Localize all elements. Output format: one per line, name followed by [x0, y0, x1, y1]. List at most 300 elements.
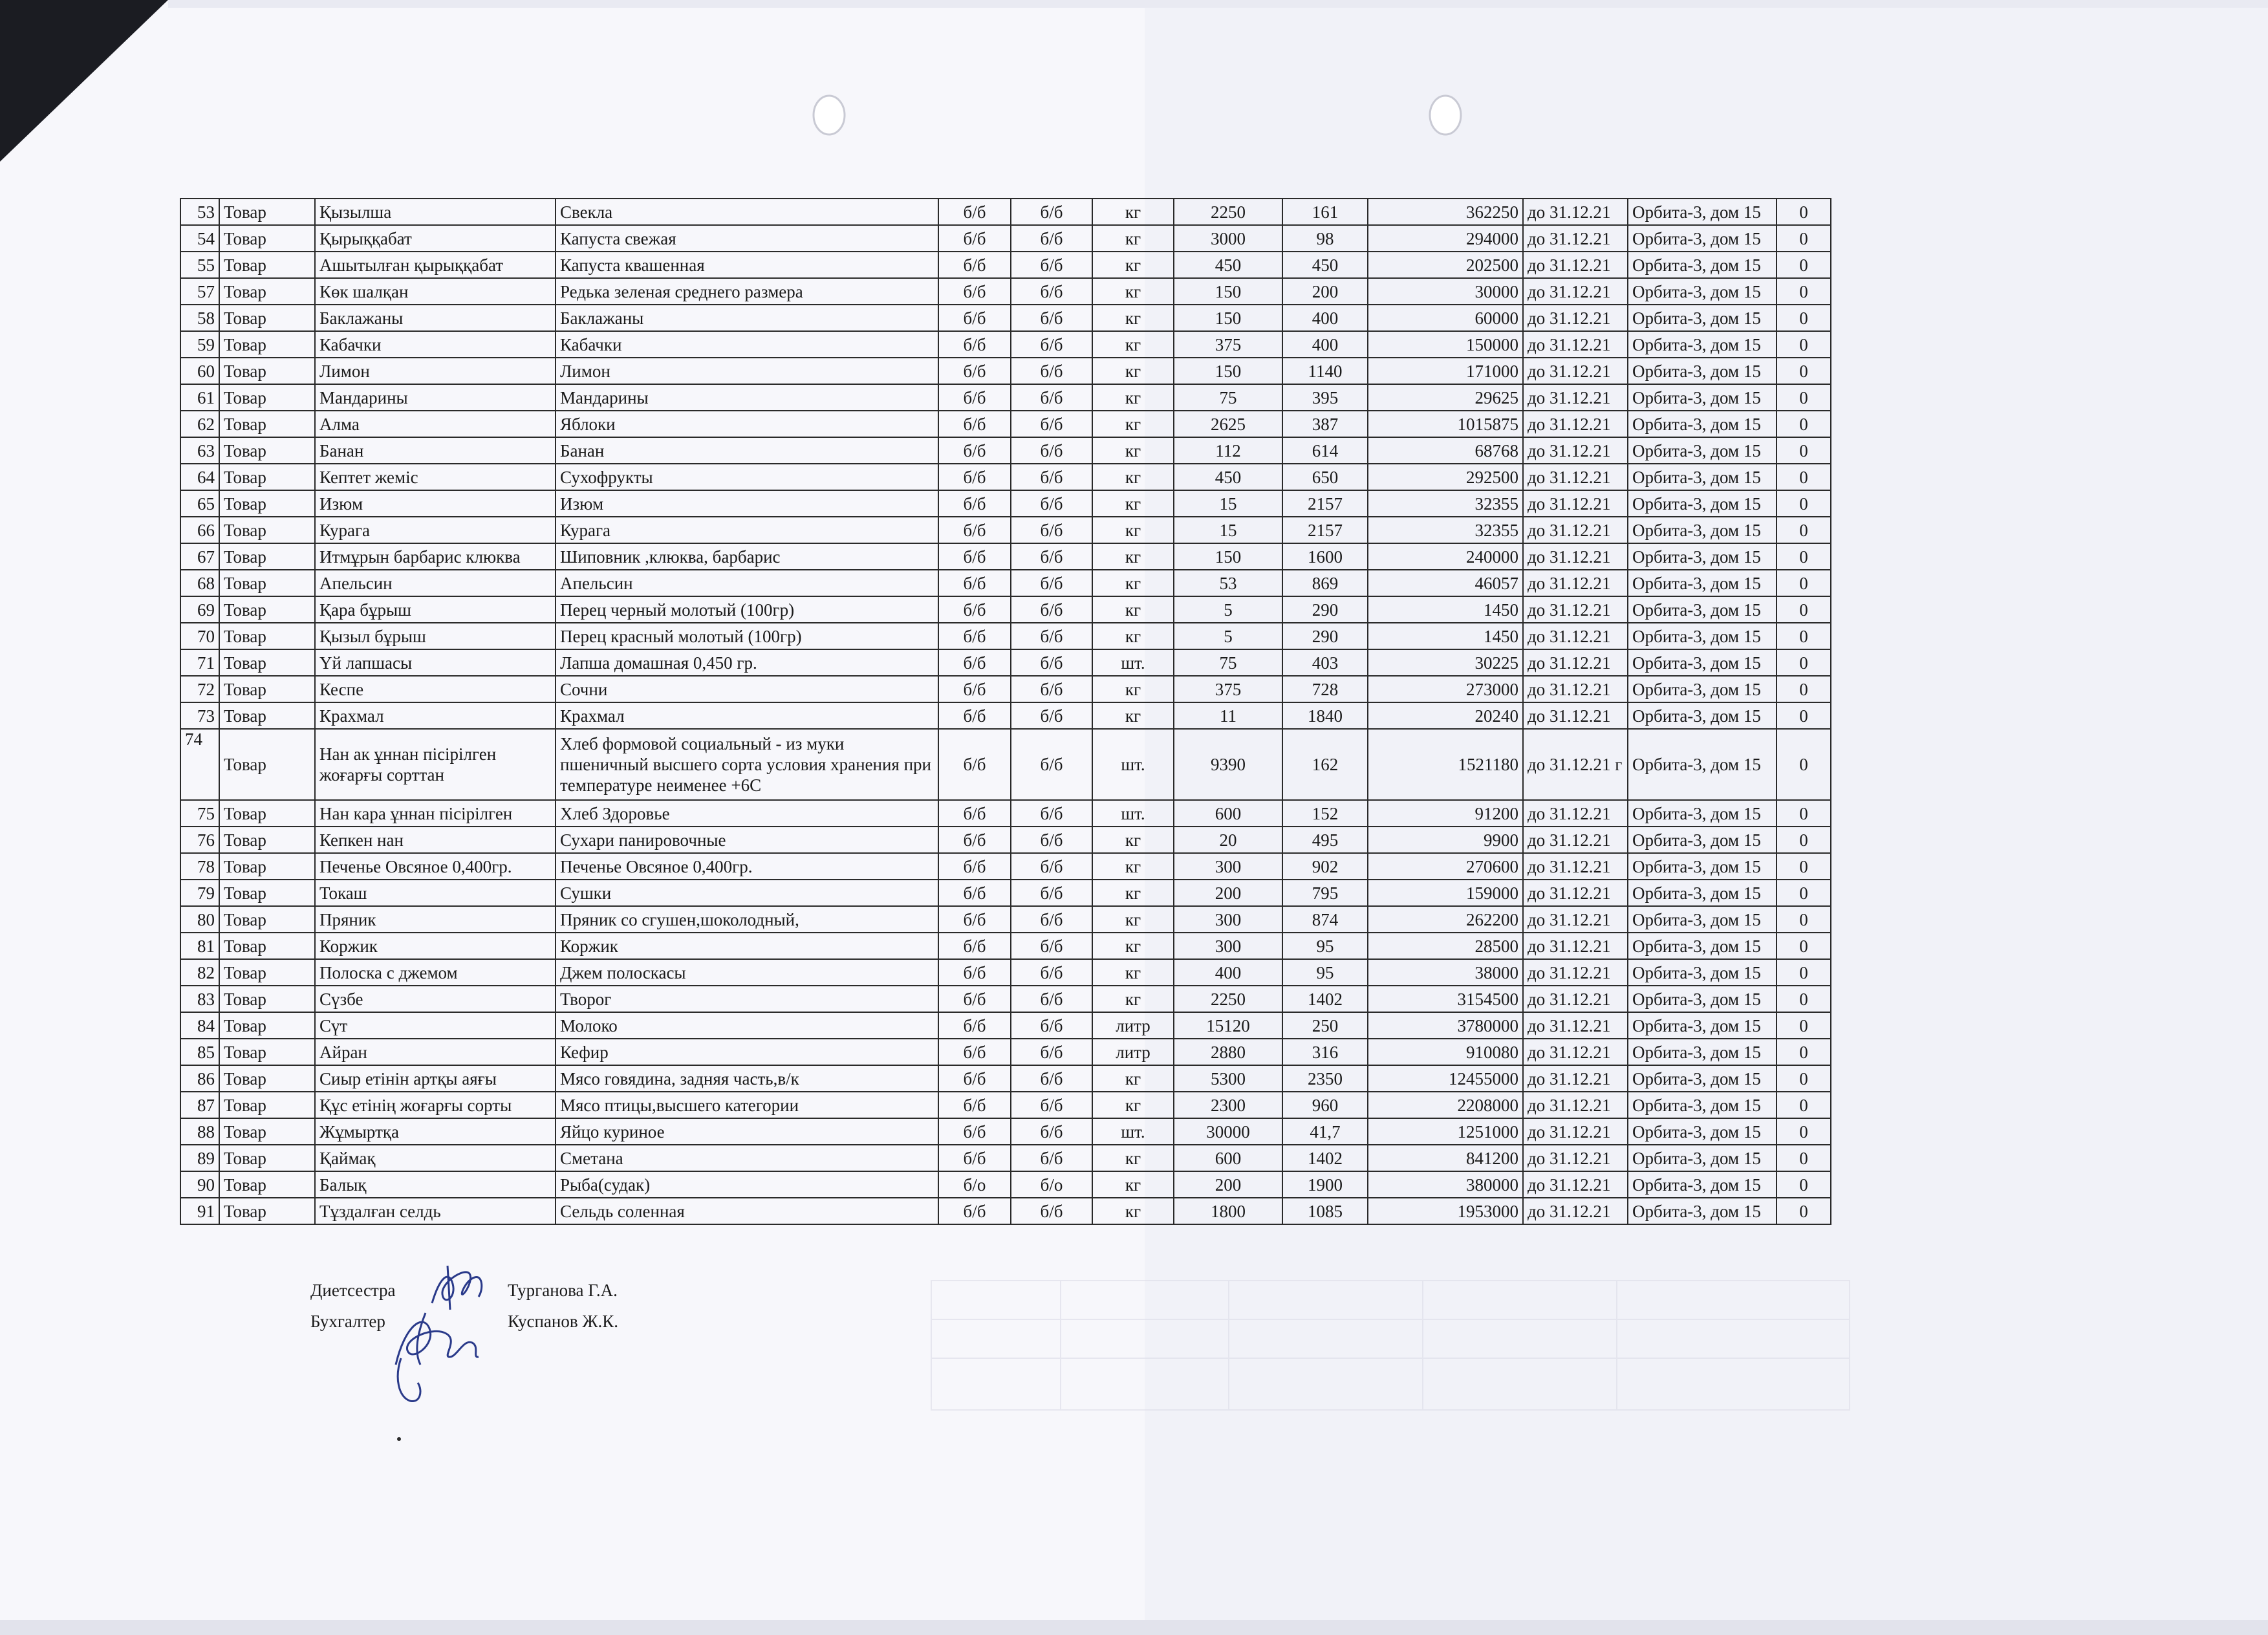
last-column-value: 0 — [1777, 278, 1831, 305]
unit-of-measure: кг — [1092, 853, 1174, 880]
col-bb-2: б/б — [1011, 880, 1092, 906]
item-name-kz: Кабачки — [315, 331, 556, 358]
col-bb-2: б/б — [1011, 199, 1092, 225]
quantity: 2300 — [1174, 1092, 1282, 1118]
delivery-address: Орбита-3, дом 15 — [1628, 490, 1777, 517]
total-sum: 171000 — [1368, 358, 1523, 384]
row-number: 90 — [180, 1171, 219, 1198]
delivery-term: до 31.12.21 г — [1523, 729, 1628, 800]
col-bb-1: б/б — [938, 1012, 1011, 1039]
delivery-term: до 31.12.21 — [1523, 305, 1628, 331]
item-type: Товар — [219, 933, 315, 959]
col-bb-2: б/б — [1011, 1198, 1092, 1224]
table-row — [180, 853, 1831, 880]
total-sum: 30000 — [1368, 278, 1523, 305]
unit-of-measure: кг — [1092, 490, 1174, 517]
row-number: 85 — [180, 1039, 219, 1065]
unit-price: 1402 — [1282, 986, 1368, 1012]
item-type: Товар — [219, 543, 315, 570]
delivery-address: Орбита-3, дом 15 — [1628, 729, 1777, 800]
unit-of-measure: кг — [1092, 880, 1174, 906]
unit-of-measure: кг — [1092, 1145, 1174, 1171]
item-type: Товар — [219, 358, 315, 384]
item-name-kz: Ашытылған қырыққабат — [315, 252, 556, 278]
total-sum: 32355 — [1368, 490, 1523, 517]
delivery-term: до 31.12.21 — [1523, 853, 1628, 880]
table-row — [180, 933, 1831, 959]
item-name-kz: Кепкен нан — [315, 827, 556, 853]
item-name-kz: Сүт — [315, 1012, 556, 1039]
col-bb-2: б/б — [1011, 331, 1092, 358]
delivery-term: до 31.12.21 — [1523, 411, 1628, 437]
item-type: Товар — [219, 649, 315, 676]
delivery-address: Орбита-3, дом 15 — [1628, 800, 1777, 827]
unit-price: 95 — [1282, 959, 1368, 986]
delivery-term: до 31.12.21 — [1523, 959, 1628, 986]
row-number: 89 — [180, 1145, 219, 1171]
col-bb-1: б/б — [938, 1145, 1011, 1171]
item-type: Товар — [219, 1118, 315, 1145]
item-name-ru: Изюм — [556, 490, 938, 517]
unit-price: 161 — [1282, 199, 1368, 225]
item-name-ru: Мандарины — [556, 384, 938, 411]
item-name-ru: Капуста квашенная — [556, 252, 938, 278]
row-number: 62 — [180, 411, 219, 437]
unit-of-measure: шт. — [1092, 649, 1174, 676]
unit-of-measure: кг — [1092, 517, 1174, 543]
col-bb-1: б/б — [938, 986, 1011, 1012]
table-row — [180, 411, 1831, 437]
unit-price: 162 — [1282, 729, 1368, 800]
row-number: 84 — [180, 1012, 219, 1039]
col-bb-1: б/б — [938, 800, 1011, 827]
col-bb-1: б/б — [938, 199, 1011, 225]
item-name-ru: Молоко — [556, 1012, 938, 1039]
delivery-term: до 31.12.21 — [1523, 1118, 1628, 1145]
unit-price: 400 — [1282, 305, 1368, 331]
item-name-ru: Мясо птицы,высшего категории — [556, 1092, 938, 1118]
total-sum: 292500 — [1368, 464, 1523, 490]
quantity: 5 — [1174, 596, 1282, 623]
col-bb-1: б/б — [938, 1118, 1011, 1145]
unit-price: 869 — [1282, 570, 1368, 596]
quantity: 9390 — [1174, 729, 1282, 800]
unit-price: 316 — [1282, 1039, 1368, 1065]
row-number: 87 — [180, 1092, 219, 1118]
row-number: 82 — [180, 959, 219, 986]
delivery-term: до 31.12.21 — [1523, 623, 1628, 649]
last-column-value: 0 — [1777, 225, 1831, 252]
stray-dot — [397, 1437, 401, 1441]
table-row — [180, 570, 1831, 596]
last-column-value: 0 — [1777, 1145, 1831, 1171]
table-row — [180, 1198, 1831, 1224]
item-name-kz: Коржик — [315, 933, 556, 959]
row-number: 63 — [180, 437, 219, 464]
last-column-value: 0 — [1777, 676, 1831, 702]
total-sum: 1251000 — [1368, 1118, 1523, 1145]
unit-price: 2157 — [1282, 517, 1368, 543]
unit-price: 495 — [1282, 827, 1368, 853]
row-number: 66 — [180, 517, 219, 543]
total-sum: 60000 — [1368, 305, 1523, 331]
row-number: 69 — [180, 596, 219, 623]
col-bb-2: б/б — [1011, 437, 1092, 464]
table-row — [180, 623, 1831, 649]
col-bb-2: б/о — [1011, 1171, 1092, 1198]
col-bb-1: б/б — [938, 1039, 1011, 1065]
unit-price: 1840 — [1282, 702, 1368, 729]
row-number: 88 — [180, 1118, 219, 1145]
col-bb-1: б/б — [938, 570, 1011, 596]
row-number: 70 — [180, 623, 219, 649]
item-name-kz: Жұмыртқа — [315, 1118, 556, 1145]
quantity: 2880 — [1174, 1039, 1282, 1065]
item-type: Товар — [219, 906, 315, 933]
col-bb-1: б/б — [938, 490, 1011, 517]
unit-of-measure: литр — [1092, 1012, 1174, 1039]
item-type: Товар — [219, 880, 315, 906]
item-name-ru: Джем полоскасы — [556, 959, 938, 986]
quantity: 75 — [1174, 649, 1282, 676]
last-column-value: 0 — [1777, 252, 1831, 278]
quantity: 600 — [1174, 800, 1282, 827]
last-column-value: 0 — [1777, 800, 1831, 827]
total-sum: 29625 — [1368, 384, 1523, 411]
item-name-kz: Кеспе — [315, 676, 556, 702]
unit-of-measure: кг — [1092, 827, 1174, 853]
total-sum: 2208000 — [1368, 1092, 1523, 1118]
row-number: 68 — [180, 570, 219, 596]
item-type: Товар — [219, 986, 315, 1012]
col-bb-1: б/б — [938, 880, 1011, 906]
row-number: 61 — [180, 384, 219, 411]
unit-of-measure: кг — [1092, 384, 1174, 411]
col-bb-2: б/б — [1011, 411, 1092, 437]
total-sum: 262200 — [1368, 906, 1523, 933]
table-row — [180, 358, 1831, 384]
col-bb-1: б/б — [938, 411, 1011, 437]
delivery-address: Орбита-3, дом 15 — [1628, 199, 1777, 225]
col-bb-1: б/б — [938, 676, 1011, 702]
col-bb-2: б/б — [1011, 853, 1092, 880]
col-bb-1: б/б — [938, 729, 1011, 800]
table-row — [180, 800, 1831, 827]
table-row — [180, 543, 1831, 570]
item-name-ru: Сухофрукты — [556, 464, 938, 490]
item-type: Товар — [219, 1198, 315, 1224]
col-bb-2: б/б — [1011, 252, 1092, 278]
total-sum: 46057 — [1368, 570, 1523, 596]
delivery-address: Орбита-3, дом 15 — [1628, 1118, 1777, 1145]
col-bb-2: б/б — [1011, 729, 1092, 800]
col-bb-2: б/б — [1011, 906, 1092, 933]
quantity: 1800 — [1174, 1198, 1282, 1224]
item-name-ru: Творог — [556, 986, 938, 1012]
col-bb-1: б/б — [938, 384, 1011, 411]
total-sum: 1953000 — [1368, 1198, 1523, 1224]
unit-price: 960 — [1282, 1092, 1368, 1118]
col-bb-2: б/б — [1011, 933, 1092, 959]
col-bb-2: б/б — [1011, 358, 1092, 384]
delivery-term: до 31.12.21 — [1523, 702, 1628, 729]
unit-price: 1900 — [1282, 1171, 1368, 1198]
item-name-ru: Яйцо куриное — [556, 1118, 938, 1145]
quantity: 2250 — [1174, 986, 1282, 1012]
item-name-kz: Нан кара ұннан пісірілген — [315, 800, 556, 827]
unit-price: 614 — [1282, 437, 1368, 464]
delivery-term: до 31.12.21 — [1523, 1092, 1628, 1118]
goods-table-body — [180, 199, 1831, 1224]
col-bb-1: б/б — [938, 827, 1011, 853]
last-column-value: 0 — [1777, 880, 1831, 906]
quantity: 15 — [1174, 517, 1282, 543]
total-sum: 150000 — [1368, 331, 1523, 358]
col-bb-1: б/б — [938, 437, 1011, 464]
col-bb-1: б/б — [938, 278, 1011, 305]
unit-price: 1600 — [1282, 543, 1368, 570]
row-number: 72 — [180, 676, 219, 702]
unit-of-measure: кг — [1092, 986, 1174, 1012]
row-number: 55 — [180, 252, 219, 278]
quantity: 300 — [1174, 853, 1282, 880]
item-name-ru: Банан — [556, 437, 938, 464]
unit-of-measure: кг — [1092, 199, 1174, 225]
item-type: Товар — [219, 827, 315, 853]
item-name-kz: Изюм — [315, 490, 556, 517]
row-number: 78 — [180, 853, 219, 880]
table-row — [180, 649, 1831, 676]
unit-price: 395 — [1282, 384, 1368, 411]
delivery-term: до 31.12.21 — [1523, 1039, 1628, 1065]
item-type: Товар — [219, 1039, 315, 1065]
unit-price: 250 — [1282, 1012, 1368, 1039]
unit-of-measure: кг — [1092, 570, 1174, 596]
row-number: 74 — [180, 729, 219, 800]
col-bb-1: б/б — [938, 853, 1011, 880]
row-number: 79 — [180, 880, 219, 906]
col-bb-1: б/б — [938, 1092, 1011, 1118]
quantity: 600 — [1174, 1145, 1282, 1171]
item-type: Товар — [219, 959, 315, 986]
last-column-value: 0 — [1777, 1198, 1831, 1224]
item-type: Товар — [219, 1171, 315, 1198]
item-name-ru: Баклажаны — [556, 305, 938, 331]
delivery-address: Орбита-3, дом 15 — [1628, 827, 1777, 853]
accountant-role: Бухгалтер — [310, 1312, 385, 1331]
table-row — [180, 1065, 1831, 1092]
table-row — [180, 1145, 1831, 1171]
col-bb-2: б/б — [1011, 827, 1092, 853]
item-name-ru: Пряник со сгушен,шоколодный, — [556, 906, 938, 933]
delivery-term: до 31.12.21 — [1523, 384, 1628, 411]
unit-of-measure: кг — [1092, 1065, 1174, 1092]
delivery-term: до 31.12.21 — [1523, 490, 1628, 517]
total-sum: 380000 — [1368, 1171, 1523, 1198]
delivery-term: до 31.12.21 — [1523, 1171, 1628, 1198]
total-sum: 30225 — [1368, 649, 1523, 676]
unit-price: 795 — [1282, 880, 1368, 906]
item-name-kz: Итмұрын барбарис клюква — [315, 543, 556, 570]
table-row — [180, 199, 1831, 225]
delivery-address: Орбита-3, дом 15 — [1628, 1065, 1777, 1092]
unit-of-measure: кг — [1092, 596, 1174, 623]
last-column-value: 0 — [1777, 1012, 1831, 1039]
total-sum: 362250 — [1368, 199, 1523, 225]
table-row — [180, 986, 1831, 1012]
item-name-ru: Апельсин — [556, 570, 938, 596]
table-row — [180, 1012, 1831, 1039]
item-type: Товар — [219, 517, 315, 543]
quantity: 300 — [1174, 906, 1282, 933]
total-sum: 91200 — [1368, 800, 1523, 827]
row-number: 73 — [180, 702, 219, 729]
item-name-kz: Апельсин — [315, 570, 556, 596]
table-row — [180, 702, 1831, 729]
col-bb-1: б/б — [938, 225, 1011, 252]
delivery-address: Орбита-3, дом 15 — [1628, 1198, 1777, 1224]
unit-price: 400 — [1282, 331, 1368, 358]
item-name-ru: Сметана — [556, 1145, 938, 1171]
delivery-term: до 31.12.21 — [1523, 464, 1628, 490]
last-column-value: 0 — [1777, 1118, 1831, 1145]
item-name-kz: Полоска с джемом — [315, 959, 556, 986]
quantity: 300 — [1174, 933, 1282, 959]
delivery-address: Орбита-3, дом 15 — [1628, 1145, 1777, 1171]
last-column-value: 0 — [1777, 331, 1831, 358]
item-name-ru: Яблоки — [556, 411, 938, 437]
delivery-address: Орбита-3, дом 15 — [1628, 596, 1777, 623]
col-bb-1: б/б — [938, 252, 1011, 278]
quantity: 375 — [1174, 331, 1282, 358]
quantity: 20 — [1174, 827, 1282, 853]
total-sum: 12455000 — [1368, 1065, 1523, 1092]
quantity: 375 — [1174, 676, 1282, 702]
delivery-term: до 31.12.21 — [1523, 543, 1628, 570]
col-bb-2: б/б — [1011, 570, 1092, 596]
unit-of-measure: кг — [1092, 1171, 1174, 1198]
last-column-value: 0 — [1777, 305, 1831, 331]
unit-price: 2350 — [1282, 1065, 1368, 1092]
quantity: 150 — [1174, 358, 1282, 384]
delivery-address: Орбита-3, дом 15 — [1628, 543, 1777, 570]
col-bb-2: б/б — [1011, 278, 1092, 305]
item-name-ru: Перец черный молотый (100гр) — [556, 596, 938, 623]
table-row — [180, 1039, 1831, 1065]
delivery-term: до 31.12.21 — [1523, 278, 1628, 305]
item-type: Товар — [219, 278, 315, 305]
col-bb-2: б/б — [1011, 517, 1092, 543]
delivery-address: Орбита-3, дом 15 — [1628, 278, 1777, 305]
item-name-ru: Свекла — [556, 199, 938, 225]
table-row — [180, 1092, 1831, 1118]
total-sum: 841200 — [1368, 1145, 1523, 1171]
item-name-kz: Қызыл бұрыш — [315, 623, 556, 649]
item-type: Товар — [219, 1145, 315, 1171]
total-sum: 3780000 — [1368, 1012, 1523, 1039]
row-number: 76 — [180, 827, 219, 853]
table-row — [180, 676, 1831, 702]
unit-of-measure: шт. — [1092, 729, 1174, 800]
table-row — [180, 906, 1831, 933]
unit-price: 650 — [1282, 464, 1368, 490]
item-type: Товар — [219, 225, 315, 252]
unit-price: 2157 — [1282, 490, 1368, 517]
quantity: 11 — [1174, 702, 1282, 729]
item-name-kz: Балық — [315, 1171, 556, 1198]
col-bb-1: б/б — [938, 702, 1011, 729]
item-name-kz: Печенье Овсяное 0,400гр. — [315, 853, 556, 880]
total-sum: 1521180 — [1368, 729, 1523, 800]
dietitian-name: Турганова Г.А. — [508, 1281, 618, 1300]
item-name-kz: Үй лапшасы — [315, 649, 556, 676]
table-row — [180, 729, 1831, 800]
col-bb-2: б/б — [1011, 596, 1092, 623]
col-bb-1: б/б — [938, 906, 1011, 933]
unit-price: 1402 — [1282, 1145, 1368, 1171]
delivery-term: до 31.12.21 — [1523, 596, 1628, 623]
last-column-value: 0 — [1777, 623, 1831, 649]
last-column-value: 0 — [1777, 490, 1831, 517]
item-name-ru: Хлеб Здоровье — [556, 800, 938, 827]
delivery-term: до 31.12.21 — [1523, 906, 1628, 933]
item-name-ru: Шиповник ,клюква, барбарис — [556, 543, 938, 570]
unit-of-measure: кг — [1092, 1198, 1174, 1224]
item-type: Товар — [219, 800, 315, 827]
delivery-address: Орбита-3, дом 15 — [1628, 880, 1777, 906]
item-type: Товар — [219, 411, 315, 437]
last-column-value: 0 — [1777, 729, 1831, 800]
delivery-address: Орбита-3, дом 15 — [1628, 959, 1777, 986]
last-column-value: 0 — [1777, 596, 1831, 623]
quantity: 450 — [1174, 252, 1282, 278]
item-name-ru: Сочни — [556, 676, 938, 702]
quantity: 3000 — [1174, 225, 1282, 252]
row-number: 80 — [180, 906, 219, 933]
col-bb-2: б/б — [1011, 1012, 1092, 1039]
item-name-ru: Крахмал — [556, 702, 938, 729]
item-name-ru: Сушки — [556, 880, 938, 906]
unit-price: 290 — [1282, 596, 1368, 623]
col-bb-2: б/б — [1011, 490, 1092, 517]
col-bb-2: б/б — [1011, 702, 1092, 729]
unit-price: 874 — [1282, 906, 1368, 933]
table-row — [180, 252, 1831, 278]
unit-price: 98 — [1282, 225, 1368, 252]
col-bb-2: б/б — [1011, 1039, 1092, 1065]
last-column-value: 0 — [1777, 649, 1831, 676]
total-sum: 3154500 — [1368, 986, 1523, 1012]
col-bb-2: б/б — [1011, 800, 1092, 827]
item-name-kz: Тұздалған селдь — [315, 1198, 556, 1224]
col-bb-1: б/б — [938, 464, 1011, 490]
item-name-ru: Перец красный молотый (100гр) — [556, 623, 938, 649]
quantity: 5 — [1174, 623, 1282, 649]
last-column-value: 0 — [1777, 384, 1831, 411]
item-type: Товар — [219, 464, 315, 490]
item-type: Товар — [219, 570, 315, 596]
item-name-ru: Кефир — [556, 1039, 938, 1065]
total-sum: 270600 — [1368, 853, 1523, 880]
unit-of-measure: кг — [1092, 959, 1174, 986]
delivery-term: до 31.12.21 — [1523, 649, 1628, 676]
last-column-value: 0 — [1777, 986, 1831, 1012]
quantity: 112 — [1174, 437, 1282, 464]
item-type: Товар — [219, 1065, 315, 1092]
delivery-address: Орбита-3, дом 15 — [1628, 384, 1777, 411]
total-sum: 32355 — [1368, 517, 1523, 543]
table-row — [180, 827, 1831, 853]
